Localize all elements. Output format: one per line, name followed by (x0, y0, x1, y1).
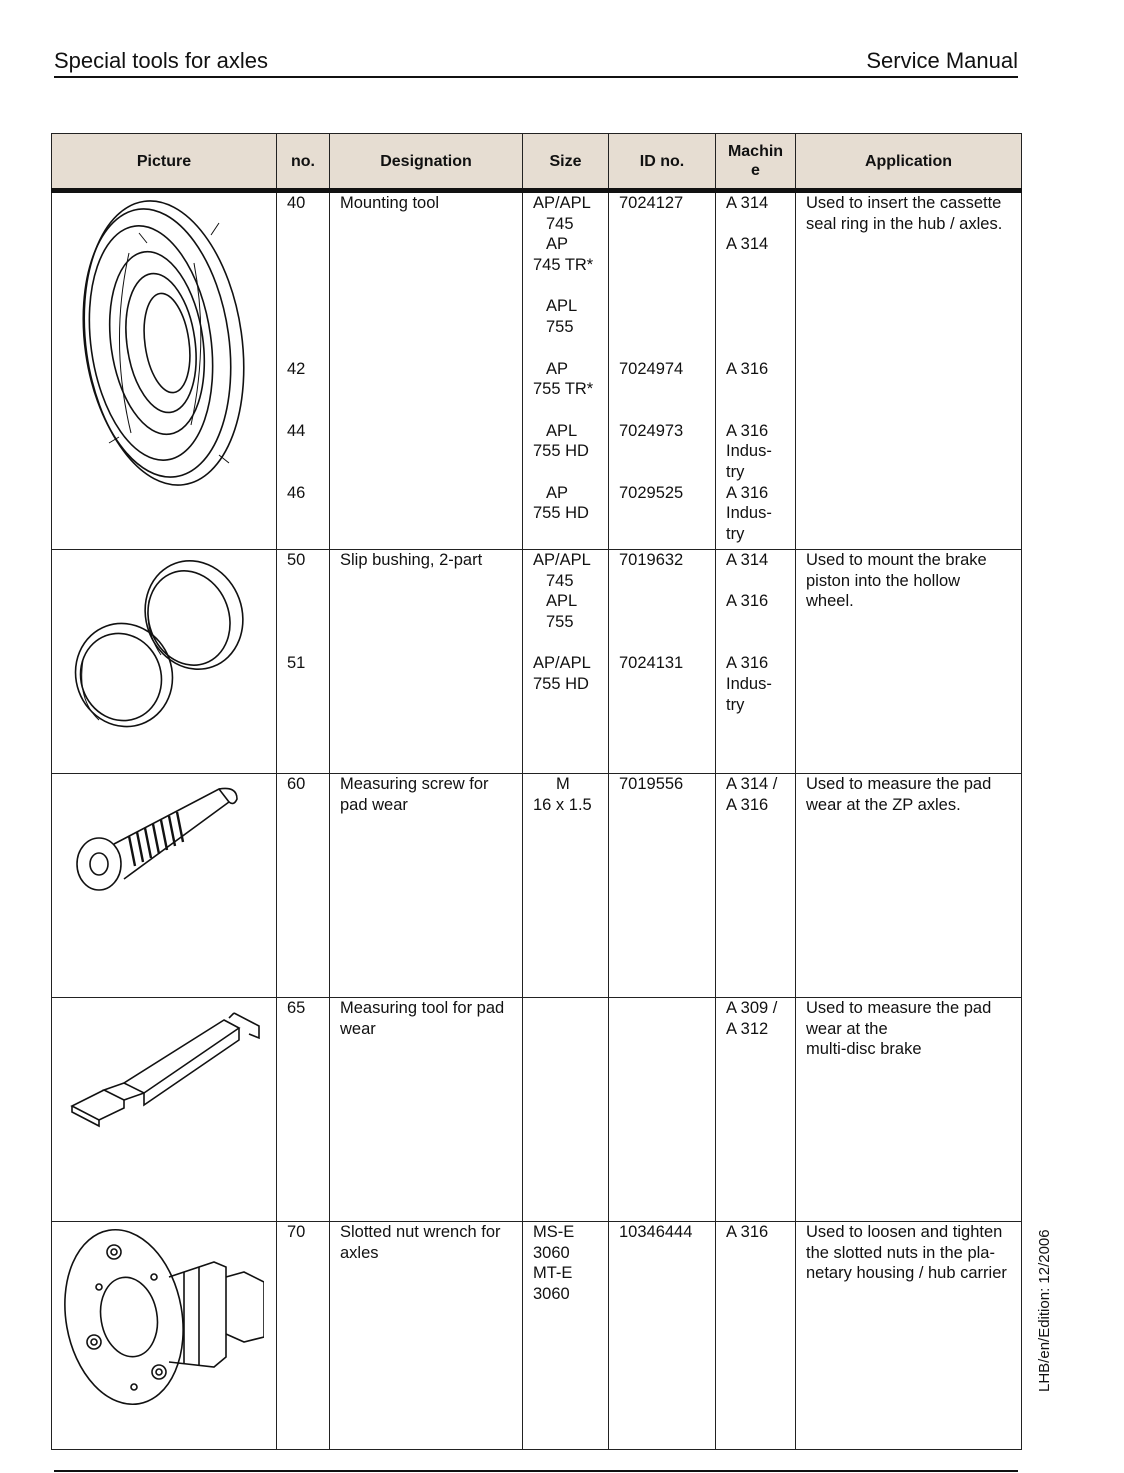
picture-cell (52, 998, 277, 1222)
no-cell: 70 (277, 1222, 330, 1450)
slip-bushing-rings-icon (69, 550, 259, 740)
application-cell: Used to insert the cassette seal ring in the hub / axles. (796, 191, 1022, 550)
designation-cell: Measuring tool for pad wear (330, 998, 523, 1222)
mounting-tool-ring-icon (69, 193, 259, 493)
machine-cell: A 314 / A 316 (716, 774, 796, 998)
table-row (52, 191, 1022, 550)
application-cell: Used to measure the pad wear at the ZP axles. (796, 774, 1022, 998)
col-header-application: Application (796, 134, 1022, 191)
designation-cell: Slotted nut wrench for axles (330, 1222, 523, 1450)
id-no-cell: 7024127 7024974 7024973 7029525 (609, 191, 716, 550)
no-cell: 65 (277, 998, 330, 1222)
table-row (52, 550, 1022, 774)
measuring-gauge-bar-icon (64, 998, 264, 1128)
application-cell: Used to mount the brake piston into the hollow wheel. (796, 550, 1022, 774)
col-header-machine: Machin e (716, 134, 796, 191)
col-header-id-no: ID no. (609, 134, 716, 191)
designation-cell: Measuring screw for pad wear (330, 774, 523, 998)
designation-cell: Slip bushing, 2-part (330, 550, 523, 774)
picture-cell (52, 550, 277, 774)
table-row (52, 774, 1022, 998)
designation-cell: Mounting tool (330, 191, 523, 550)
table-row (52, 1222, 1022, 1450)
size-cell: AP/APL 745 AP 745 TR* APL 755 AP 755 TR* APL 755 HD AP 755 HD (523, 191, 609, 550)
slotted-nut-wrench-icon (64, 1222, 264, 1412)
edition-label: LHB/en/Edition: 12/2006 (1036, 1229, 1053, 1392)
picture-cell (52, 1222, 277, 1450)
size-cell: AP/APL 745 APL 755 AP/APL 755 HD (523, 550, 609, 774)
id-no-cell: 7019632 7024131 (609, 550, 716, 774)
col-header-designation: Designation (330, 134, 523, 191)
size-cell: M 16 x 1.5 (523, 774, 609, 998)
col-header-no: no. (277, 134, 330, 191)
no-cell: 40 42 44 46 (277, 191, 330, 550)
application-cell: Used to measure the pad wear at the multi-disc brake (796, 998, 1022, 1222)
id-no-cell: 7019556 (609, 774, 716, 998)
section-title: Special tools for axles (54, 48, 268, 73)
size-cell (523, 998, 609, 1222)
picture-cell (52, 774, 277, 998)
footer-divider (54, 1470, 1018, 1472)
machine-cell: A 316 (716, 1222, 796, 1450)
picture-cell (52, 191, 277, 550)
table-header-row (52, 134, 1022, 191)
size-cell: MS-E 3060 MT-E 3060 (523, 1222, 609, 1450)
special-tools-table (51, 133, 1022, 1450)
table-row (52, 998, 1022, 1222)
id-no-cell (609, 998, 716, 1222)
col-header-size: Size (523, 134, 609, 191)
col-header-picture: Picture (52, 134, 277, 191)
no-cell: 60 (277, 774, 330, 998)
page-header (54, 46, 1018, 78)
measuring-screw-icon (69, 774, 259, 904)
no-cell: 50 51 (277, 550, 330, 774)
manual-title: Service Manual (866, 48, 1018, 73)
application-cell: Used to loosen and tighten the slotted nuts in the pla- netary housing / hub carrier (796, 1222, 1022, 1450)
machine-cell: A 314 A 316 A 316 Indus- try (716, 550, 796, 774)
machine-cell: A 309 / A 312 (716, 998, 796, 1222)
id-no-cell: 10346444 (609, 1222, 716, 1450)
machine-cell: A 314 A 314 A 316 A 316 Indus- try A 316 Indus- try (716, 191, 796, 550)
